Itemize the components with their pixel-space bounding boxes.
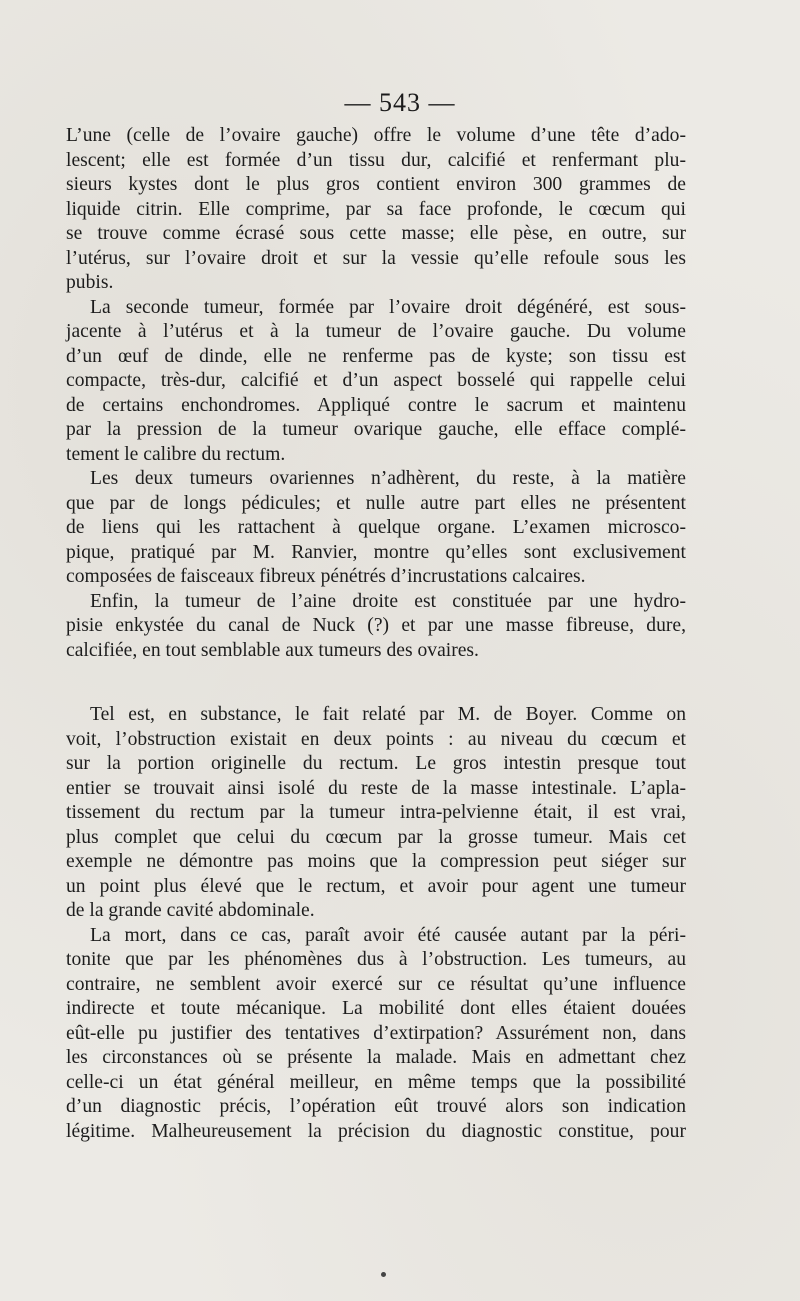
text-line: eût-elle pu justifier des tentatives d’extirpation? Assurément non, dans <box>66 1022 686 1044</box>
text-line: un point plus élevé que le rectum, et avoir pour agent une tumeur <box>66 875 686 897</box>
ink-speck <box>381 1272 386 1277</box>
text-line: voit, l’obstruction existait en deux points : au niveau du cœcum et <box>66 728 686 750</box>
text-line: exemple ne démontre pas moins que la compression peut siéger sur <box>66 851 686 872</box>
text-line: de certains enchondromes. Appliqué contre le sacrum et maintenu <box>66 394 686 416</box>
text-line: L’une (celle de l’ovaire gauche) offre le volume d’une tête d’ado- <box>66 125 686 146</box>
text-line: calcifiée, en tout semblable aux tumeurs des ovaires. <box>66 639 479 661</box>
text-line: composées de faisceaux fibreux pénétrés d’incrustations calcaires. <box>66 566 586 587</box>
text-line: La mort, dans ce cas, paraît avoir été causée autant par la péri- <box>90 924 686 946</box>
text-line: tement le calibre du rectum. <box>66 443 286 465</box>
text-line: pique, pratiqué par M. Ranvier, montre qu’elles sont exclusivement <box>66 541 686 563</box>
paragraph-block-2 <box>66 703 686 1144</box>
text-line: tissement du rectum par la tumeur intra-pelvienne était, il est vrai, <box>66 802 686 823</box>
text-line: celle-ci un état général meilleur, en même temps que la possibilité <box>66 1071 686 1093</box>
text-line: pisie enkystée du canal de Nuck (?) et par une masse fibreuse, dure, <box>66 615 686 636</box>
text-line: que par de longs pédicules; et nulle autre part elles ne présentent <box>66 492 686 514</box>
text-line: indirecte et toute mécanique. La mobilité dont elles étaient douées <box>66 998 686 1019</box>
text-line: contraire, ne semblent avoir exercé sur ce résultat qu’une influence <box>66 973 686 995</box>
text-line: l’utérus, sur l’ovaire droit et sur la vessie qu’elle refoule sous les <box>66 247 686 269</box>
text-line: compacte, très-dur, calcifié et d’un aspect bosselé qui rappelle celui <box>66 370 686 391</box>
text-line: liquide citrin. Elle comprime, par sa face profonde, le cœcum qui <box>66 198 686 220</box>
text-line: La seconde tumeur, formée par l’ovaire droit dégénéré, est sous- <box>90 296 686 318</box>
text-line: d’un diagnostic précis, l’opération eût trouvé alors son indication <box>66 1096 686 1117</box>
text-line: tonite que par les phénomènes dus à l’obstruction. Les tumeurs, au <box>66 949 686 970</box>
text-line: de liens qui les rattachent à quelque organe. L’examen microsco- <box>66 517 686 538</box>
text-line: pubis. <box>66 272 114 293</box>
text-line: Enfin, la tumeur de l’aine droite est constituée par une hydro- <box>90 590 686 612</box>
text-line: de la grande cavité abdominale. <box>66 900 315 921</box>
text-line: se trouve comme écrasé sous cette masse; elle pèse, en outre, sur <box>66 223 686 244</box>
text-line: sur la portion originelle du rectum. Le gros intestin presque tout <box>66 753 686 774</box>
text-line: jacente à l’utérus et à la tumeur de l’ovaire gauche. Du volume <box>66 321 686 342</box>
text-line: Les deux tumeurs ovariennes n’adhèrent, du reste, à la matière <box>90 468 686 489</box>
text-line: Tel est, en substance, le fait relaté par M. de Boyer. Comme on <box>90 704 686 725</box>
text-line: entier se trouvait ainsi isolé du reste de la masse intestinale. L’apla- <box>66 777 686 799</box>
text-line: sieurs kystes dont le plus gros contient environ 300 grammes de <box>66 174 686 195</box>
page-number: — 543 — <box>344 88 456 117</box>
text-line: d’un œuf de dinde, elle ne renferme pas de kyste; son tissu est <box>66 345 686 367</box>
text-line: lescent; elle est formée d’un tissu dur, calcifié et renfermant plu- <box>66 149 686 171</box>
text-line: légitime. Malheureusement la précision du diagnostic constitue, pour <box>66 1120 686 1142</box>
paragraph-block-1 <box>66 124 686 663</box>
text-line: plus complet que celui du cœcum par la grosse tumeur. Mais cet <box>66 826 686 848</box>
text-line: par la pression de la tumeur ovarique gauche, elle efface complé- <box>66 419 686 440</box>
text-line: les circonstances où se présente la malade. Mais en admettant chez <box>66 1047 686 1068</box>
